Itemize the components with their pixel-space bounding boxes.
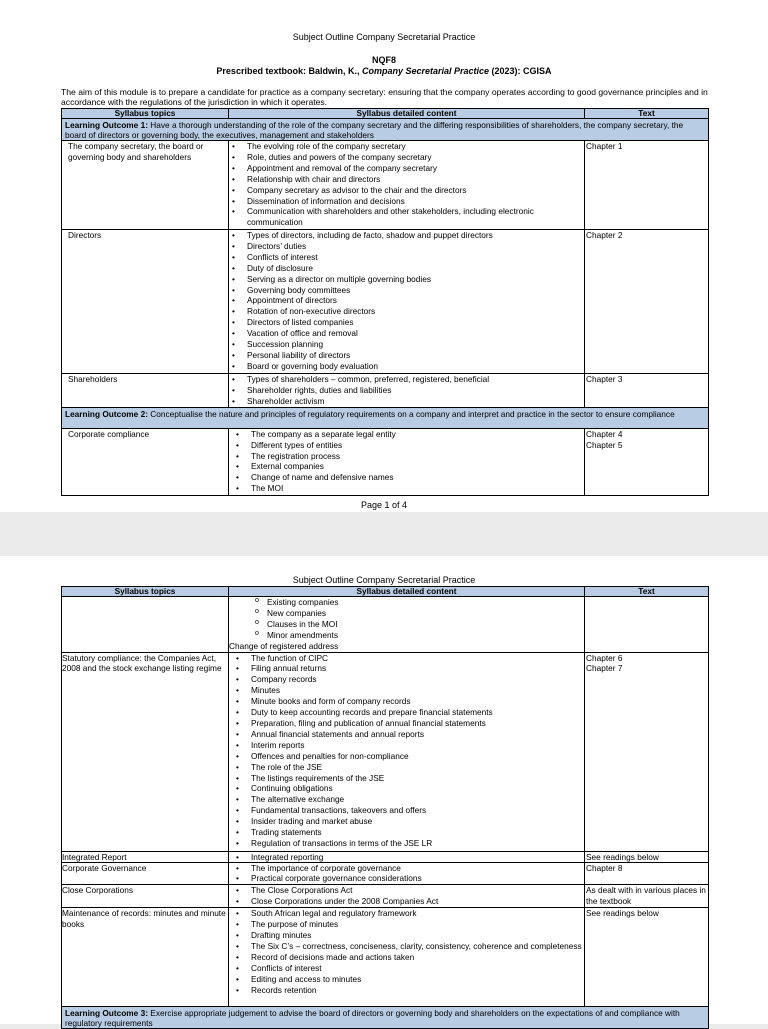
content-sublist <box>229 597 582 641</box>
content-cell <box>229 141 585 230</box>
table-row <box>62 851 709 862</box>
learning-outcome-row <box>62 407 709 428</box>
topic-cell: Maintenance of records: minutes and minute books <box>62 908 229 1007</box>
list-item: • Different types of entities <box>231 440 582 451</box>
list-item: • The function of CIPC <box>231 653 582 664</box>
list-item: • Close Corporations under the 2008 Companies Act <box>231 896 582 907</box>
list-item: • Succession planning <box>231 339 582 350</box>
table-row <box>62 428 709 495</box>
textbook-prefix: Prescribed textbook: Baldwin, K., <box>216 66 362 76</box>
content-cell <box>229 374 585 408</box>
table-row <box>62 597 709 653</box>
table-row <box>62 141 709 230</box>
topic-cell: The company secretary, the board or governing body and shareholders <box>62 141 229 230</box>
content-list <box>231 141 582 228</box>
content-cell <box>229 652 585 851</box>
list-item: • The importance of corporate governance <box>231 863 582 874</box>
topic-cell: Statutory compliance: the Companies Act, 2008 and the stock exchange listing regime <box>62 652 229 851</box>
list-item: • Serving as a director on multiple governing bodies <box>231 274 582 285</box>
list-item: • Governing body committees <box>231 285 582 296</box>
lo-label: Learning Outcome 2: <box>65 408 148 419</box>
topic-cell: Corporate compliance <box>62 428 229 495</box>
content-cell <box>229 851 585 862</box>
list-item: • Shareholder activism <box>231 396 582 407</box>
text-cell: Chapter 1 <box>585 141 709 230</box>
page-number: Page 1 of 4 <box>360 500 408 510</box>
col-header-content: Syllabus detailed content <box>229 587 585 597</box>
list-item: • Change of name and defensive names <box>231 472 582 483</box>
content-cell <box>229 908 585 1007</box>
table-row <box>62 885 709 908</box>
list-item: • Appointment and removal of the company secretary <box>231 163 582 174</box>
module-aim: The aim of this module is to prepare a candidate for practice as a company secretary: ensuring that the company operates according to good governance principles and in accordance with the regulations of the jurisdiction in which it operates. <box>61 87 708 107</box>
topic-cell: Close Corporations <box>62 885 229 908</box>
text-cell <box>585 652 709 851</box>
textbook-title: Company Secretarial Practice <box>361 66 490 76</box>
text-cell: As dealt with in various places in the textbook <box>585 885 709 908</box>
learning-outcome-1 <box>62 119 709 141</box>
col-header-text: Text <box>585 587 709 597</box>
table-row <box>62 230 709 374</box>
text-cell <box>585 428 709 495</box>
list-item: • Fundamental transactions, takeovers and offers <box>231 805 582 816</box>
list-item: • Editing and access to minutes <box>231 974 582 985</box>
list-item: • Conflicts of interest <box>231 963 582 974</box>
list-item: • The company as a separate legal entity <box>231 429 582 440</box>
list-item: • The alternative exchange <box>231 794 582 805</box>
list-item: • Dissemination of information and decisions <box>231 196 582 207</box>
col-header-text: Text <box>585 109 709 119</box>
list-item: • Personal liability of directors <box>231 350 582 361</box>
col-header-topics: Syllabus topics <box>62 587 229 597</box>
list-item: • External companies <box>231 461 582 472</box>
content-cell <box>229 862 585 885</box>
list-item: • Annual financial statements and annual reports <box>231 729 582 740</box>
list-item: • Directors’ duties <box>231 241 582 252</box>
list-item: • Shareholder rights, duties and liabilities <box>231 385 582 396</box>
list-item: • The role of the JSE <box>231 762 582 773</box>
list-item: o Clauses in the MOI <box>229 619 582 630</box>
list-item: • The listings requirements of the JSE <box>231 773 582 784</box>
content-cell <box>229 230 585 374</box>
table-row <box>62 652 709 851</box>
lo-label: Learning Outcome 3: <box>65 1008 148 1019</box>
list-item: • Directors of listed companies <box>231 317 582 328</box>
list-item: • Rotation of non-executive directors <box>231 306 582 317</box>
list-item: o New companies <box>229 608 582 619</box>
list-item: • Communication with shareholders and other stakeholders, including electronic communication <box>231 206 582 228</box>
table-row <box>62 374 709 408</box>
list-item: • The MOI <box>231 483 582 494</box>
content-list <box>231 908 582 995</box>
list-item: • Board or governing body evaluation <box>231 361 582 372</box>
list-item: • Conflicts of interest <box>231 252 582 263</box>
list-item: • Minute books and form of company records <box>231 696 582 707</box>
list-item: • Vacation of office and removal <box>231 328 582 339</box>
list-item: • The Close Corporations Act <box>231 885 582 896</box>
content-list <box>231 230 582 372</box>
content-cell <box>229 885 585 908</box>
list-item: o Minor amendments <box>229 630 582 641</box>
table-row <box>62 862 709 885</box>
content-list <box>231 852 582 862</box>
text-cell: Chapter 8 <box>585 862 709 885</box>
lo-text: Conceptualise the nature and principles of regulatory requirements on a company and interpret and practice in the sector to ensure compliance <box>147 408 675 419</box>
list-item: • Duty to keep accounting records and prepare financial statements <box>231 707 582 718</box>
list-item: • Records retention <box>231 985 582 996</box>
document-page-1 <box>0 0 768 512</box>
list-item: • Practical corporate governance considerations <box>231 873 582 884</box>
col-header-topics: Syllabus topics <box>62 109 229 119</box>
textbook-suffix: (2023): CGISA <box>489 66 552 76</box>
content-list <box>231 653 582 849</box>
lo-text: Have a thorough understanding of the role of the company secretary and the differing responsibilities of shareholders, the company secretary, the board of directors or governing body, the executives, management and stakeholders <box>65 120 684 140</box>
list-item: • Offences and penalties for non-compliance <box>231 751 582 762</box>
page-header: Subject Outline Company Secretarial Practice <box>292 32 476 42</box>
list-item: Change of registered address <box>229 640 339 651</box>
table-header-row <box>62 109 709 119</box>
syllabus-table-2 <box>61 586 709 1029</box>
col-header-content: Syllabus detailed content <box>229 109 585 119</box>
list-item: • Types of shareholders – common, preferred, registered, beneficial <box>231 374 582 385</box>
topic-cell: Directors <box>62 230 229 374</box>
list-item: • Relationship with chair and directors <box>231 174 582 185</box>
learning-outcome-row <box>62 1007 709 1029</box>
content-list <box>231 863 582 885</box>
list-item: • Trading statements <box>231 827 582 838</box>
chapter-ref: Chapter 4 <box>586 428 623 439</box>
topic-cell: Integrated Report <box>62 851 229 862</box>
topic-cell: Corporate Governance <box>62 862 229 885</box>
text-cell: Chapter 2 <box>585 230 709 374</box>
page-header: Subject Outline Company Secretarial Practice <box>292 575 476 585</box>
list-item: o Existing companies <box>229 597 582 608</box>
table-header-row <box>62 587 709 597</box>
text-cell: See readings below <box>585 851 709 862</box>
list-item: • Types of directors, including de facto, shadow and puppet directors <box>231 230 582 241</box>
list-item: • The evolving role of the company secretary <box>231 141 582 152</box>
learning-outcome-3 <box>62 1007 709 1029</box>
chapter-ref: Chapter 6 <box>586 652 623 663</box>
topic-cell <box>62 597 229 653</box>
list-item: • Preparation, filing and publication of annual financial statements <box>231 718 582 729</box>
list-item: • Duty of disclosure <box>231 263 582 274</box>
list-item: • Filing annual returns <box>231 663 582 674</box>
list-item: • Record of decisions made and actions taken <box>231 952 582 963</box>
syllabus-table-1 <box>61 108 709 496</box>
chapter-ref: Chapter 7 <box>586 663 623 674</box>
list-item: • Interim reports <box>231 740 582 751</box>
list-item: • Regulation of transactions in terms of the JSE LR <box>231 838 582 849</box>
list-item: • The Six C’s – correctness, conciseness, clarity, consistency, coherence and completeness <box>231 941 582 952</box>
list-item: • Company secretary as advisor to the chair and the directors <box>231 185 582 196</box>
text-cell <box>585 597 709 653</box>
table-row <box>62 908 709 1007</box>
list-item: • Role, duties and powers of the company secretary <box>231 152 582 163</box>
list-item: • Appointment of directors <box>231 295 582 306</box>
lo-text: Exercise appropriate judgement to advise the board of directors or governing body and shareholders on the expectations of and compliance with regulatory requirements <box>65 1008 680 1029</box>
content-list <box>231 885 582 907</box>
chapter-ref: Chapter 5 <box>586 439 623 450</box>
prescribed-textbook <box>0 66 768 77</box>
lo-label: Learning Outcome 1: <box>65 120 148 130</box>
nqf-level: NQF8 <box>371 55 396 65</box>
list-item: • The registration process <box>231 451 582 462</box>
list-item: • Continuing obligations <box>231 783 582 794</box>
document-page-2 <box>0 556 768 1029</box>
list-item: • Minutes <box>231 685 582 696</box>
text-cell: Chapter 3 <box>585 374 709 408</box>
text-cell: See readings below <box>585 908 709 1007</box>
topic-cell: Shareholders <box>62 374 229 408</box>
list-item: • Integrated reporting <box>231 852 582 862</box>
list-item: • Company records <box>231 674 582 685</box>
content-cell <box>229 597 585 653</box>
content-list <box>231 374 582 407</box>
list-item: • South African legal and regulatory framework <box>231 908 582 919</box>
list-item: • The purpose of minutes <box>231 919 582 930</box>
list-item: • Drafting minutes <box>231 930 582 941</box>
list-item: • Insider trading and market abuse <box>231 816 582 827</box>
content-list <box>231 429 582 494</box>
content-cell <box>229 428 585 495</box>
learning-outcome-row <box>62 119 709 141</box>
learning-outcome-2 <box>62 407 709 428</box>
